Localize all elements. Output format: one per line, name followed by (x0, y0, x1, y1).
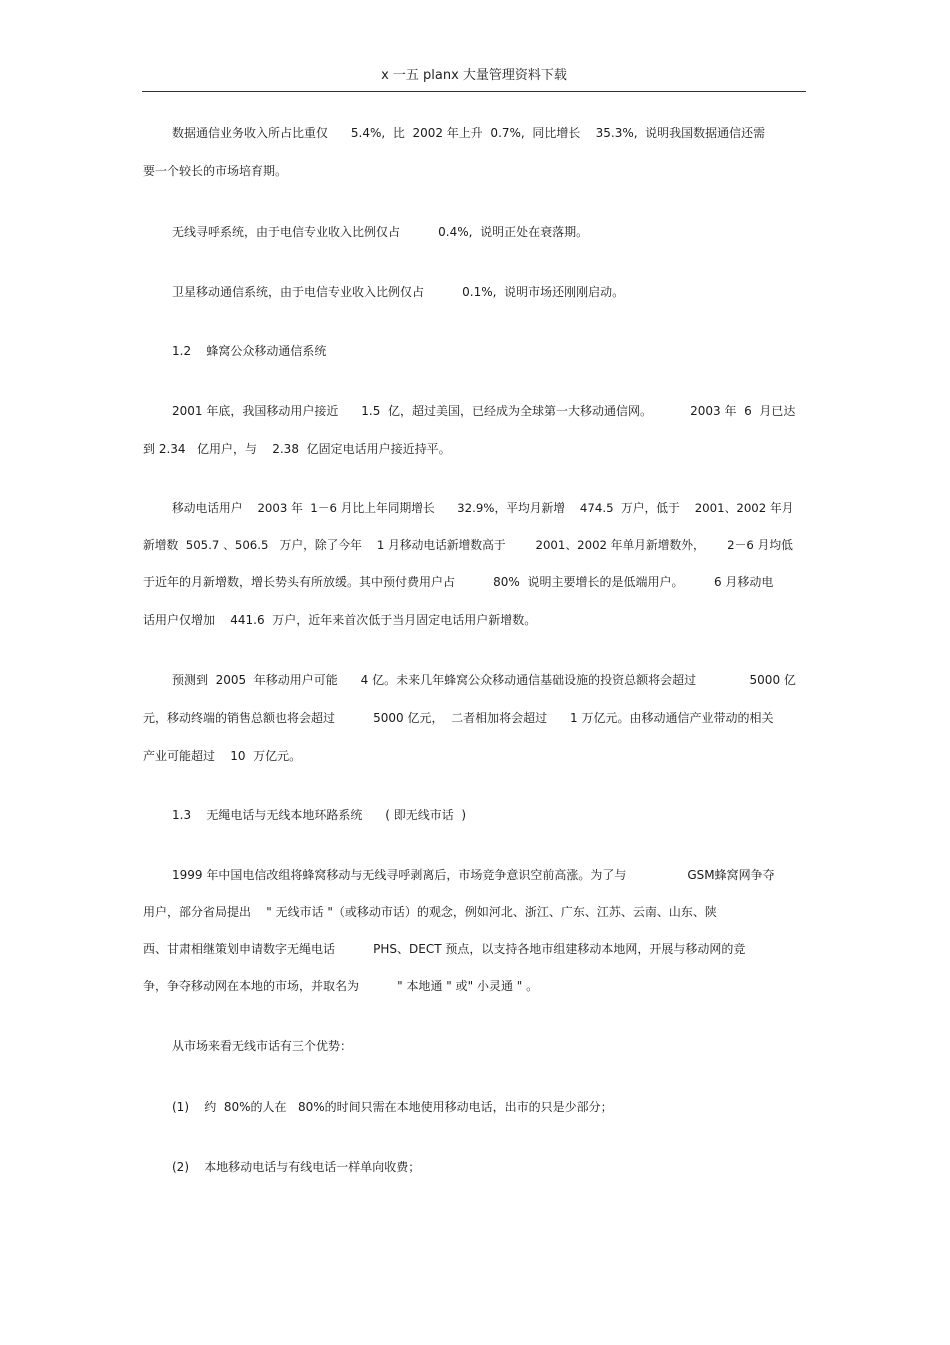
header-divider (142, 91, 806, 92)
paragraph-line: 到 2.34 亿用户，与 2.38 亿固定电话用户接近持平。 (143, 442, 451, 456)
paragraph-line: 从市场来看无线市话有三个优势： (172, 1039, 353, 1053)
paragraph-line: 用户，部分省局提出 " 无线市话 "（或移动市话）的观念，例如河北、浙江、广东、江苏、云南、山东、陕 (143, 905, 717, 919)
paragraph-line: 移动电话用户 2003 年 1－6 月比上年同期增长 32.9%，平均月新增 474.5 万户，低于 2001、2002 年月 (172, 501, 794, 515)
paragraph-line: 预测到 2005 年移动用户可能 4 亿。未来几年蜂窝公众移动通信基础设施的投资总额将会超过 5000 亿 (172, 673, 796, 687)
section-heading-1-2: 1.2 蜂窝公众移动通信系统 (172, 344, 327, 358)
paragraph-line: 于近年的月新增数，增长势头有所放缓。其中预付费用户占 80% 说明主要增长的是低端用户。 6 月移动电 (143, 575, 774, 589)
paragraph-line: 无线寻呼系统，由于电信专业收入比例仅占 0.4%, 说明正处在衰落期。 (172, 225, 589, 239)
section-heading-1-3: 1.3 无绳电话与无线本地环路系统 ( 即无线市话 ) (172, 808, 467, 822)
paragraph-line: 元，移动终端的销售总额也将会超过 5000 亿元， 二者相加将会超过 1 万亿元。由移动通信产业带动的相关 (143, 711, 774, 725)
paragraph-line: 话用户仅增加 441.6 万户，近年来首次低于当月固定电话用户新增数。 (143, 613, 537, 627)
paragraph-line: 西、甘肃相继策划申请数字无绳电话 PHS、DECT 预点，以支持各地市组建移动本地网，开展与移动网的竞 (143, 942, 746, 956)
page-header: x 一五 planx 大量管理资料下载 (381, 68, 567, 83)
paragraph-line: 争，争夺移动网在本地的市场，并取名为 " 本地通 " 或" 小灵通 " 。 (143, 979, 539, 993)
paragraph-line: 1999 年中国电信改组将蜂窝移动与无线寻呼剥离后，市场竞争意识空前高涨。为了与 GSM蜂窝网争夺 (172, 868, 775, 882)
paragraph-line: 要一个较长的市场培育期。 (143, 164, 288, 178)
list-item: (2) 本地移动电话与有线电话一样单向收费； (172, 1160, 421, 1174)
paragraph-line: 新增数 505.7 、506.5 万户，除了今年 1 月移动电话新增数高于 2001、2002 年单月新增数外， 2－6 月均低 (143, 538, 793, 552)
paragraph-line: 数据通信业务收入所占比重仅 5.4%, 比 2002 年上升 0.7%, 同比增长 35.3%, 说明我国数据通信还需 (172, 126, 766, 140)
paragraph-line: 产业可能超过 10 万亿元。 (143, 749, 302, 763)
paragraph-line: 卫星移动通信系统，由于电信专业收入比例仅占 0.1%, 说明市场还刚刚启动。 (172, 285, 625, 299)
list-item: (1) 约 80%的人在 80%的时间只需在本地使用移动电话，出市的只是少部分； (172, 1100, 613, 1114)
paragraph-line: 2001 年底，我国移动用户接近 1.5 亿，超过美国，已经成为全球第一大移动通信网。 2003 年 6 月已达 (172, 404, 796, 418)
